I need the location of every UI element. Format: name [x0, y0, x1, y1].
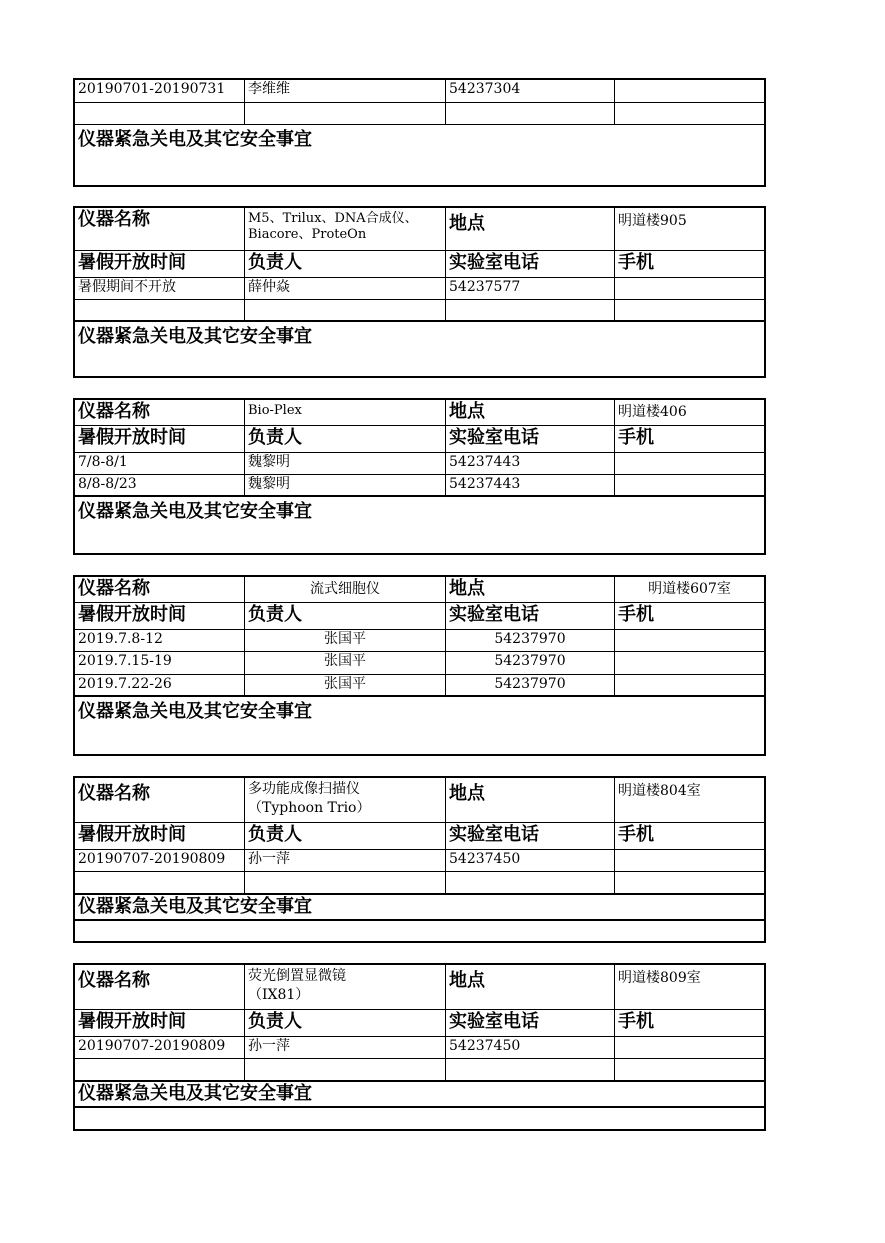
- mobile-label: 手机: [618, 604, 654, 625]
- person-cell: 孙一萍: [245, 850, 446, 871]
- phone-cell: 54237443: [446, 475, 615, 495]
- lab-phone-label: 实验室电话: [446, 1010, 615, 1036]
- summer-hours-label: 暑假开放时间: [75, 823, 245, 849]
- location-value: 明道楼809室: [618, 970, 701, 986]
- empty-cell: [245, 872, 446, 893]
- open-time-cell: 20190707-20190809: [75, 850, 245, 871]
- instrument-name-value: 流式细胞仪: [245, 577, 446, 602]
- person-cell: 张国平: [245, 675, 446, 695]
- mobile-cell: [615, 80, 764, 102]
- instrument-name-label: 仪器名称: [75, 778, 245, 822]
- instrument-name-label: 仪器名称: [75, 577, 245, 602]
- lab-phone-label: 实验室电话: [446, 603, 615, 629]
- summer-hours-label: 暑假开放时间: [75, 426, 245, 452]
- empty-cell: [615, 872, 764, 893]
- location-label: 地点: [446, 965, 615, 1009]
- mobile-cell: [615, 475, 764, 495]
- lab-phone-label: 实验室电话: [446, 426, 615, 452]
- phone-cell: 54237577: [446, 278, 615, 299]
- person-cell: 张国平: [245, 630, 446, 651]
- mobile-cell: [615, 453, 764, 474]
- lab-phone-label: 实验室电话: [446, 823, 615, 849]
- open-time-cell: 2019.7.8-12: [75, 630, 245, 651]
- location-label: 地点: [446, 400, 615, 425]
- person-cell: 孙一萍: [245, 1037, 446, 1058]
- safety-label: 仪器紧急关电及其它安全事宜: [78, 1083, 312, 1104]
- location-value: 明道楼905: [618, 213, 687, 229]
- schedule-block-continued: [73, 78, 766, 187]
- phone-cell: 54237450: [446, 850, 615, 871]
- location-value: 明道楼804室: [618, 783, 701, 799]
- open-time-cell: 7/8-8/1: [75, 453, 245, 474]
- instrument-block-bioplex: [73, 398, 766, 555]
- location-label: 地点: [446, 208, 615, 250]
- safety-notes-empty: [75, 1108, 764, 1129]
- mobile-label: 手机: [618, 824, 654, 845]
- safety-label: 仪器紧急关电及其它安全事宜: [78, 326, 312, 347]
- safety-notes-empty: [75, 921, 764, 941]
- person-cell: 张国平: [245, 652, 446, 674]
- summer-hours-label: 暑假开放时间: [75, 1010, 245, 1036]
- open-time-cell: 2019.7.22-26: [75, 675, 245, 695]
- instrument-name-label: 仪器名称: [75, 208, 245, 250]
- instrument-name-line2: （IX81）: [248, 987, 310, 1003]
- empty-cell: [245, 103, 446, 124]
- empty-cell: [446, 103, 615, 124]
- empty-cell: [75, 103, 245, 124]
- person-cell: 魏黎明: [245, 453, 446, 474]
- phone-cell: 54237970: [446, 675, 615, 695]
- empty-cell: [245, 300, 446, 320]
- open-time-cell: 2019.7.15-19: [75, 652, 245, 674]
- person-cell: 李维维: [245, 80, 446, 102]
- empty-cell: [75, 1059, 245, 1080]
- safety-label: 仪器紧急关电及其它安全事宜: [78, 896, 312, 917]
- empty-cell: [446, 1059, 615, 1080]
- instrument-name-line1: 荧光倒置显微镜: [248, 968, 346, 984]
- instrument-name-line2: （Typhoon Trio）: [248, 800, 371, 816]
- empty-cell: [615, 103, 764, 124]
- instrument-name-value: [245, 965, 446, 1009]
- instrument-name-value: Bio-Plex: [245, 400, 446, 425]
- empty-cell: [75, 872, 245, 893]
- summer-hours-label: 暑假开放时间: [75, 251, 245, 277]
- mobile-label: 手机: [618, 427, 654, 448]
- empty-cell: [615, 1059, 764, 1080]
- mobile-cell: [615, 1037, 764, 1058]
- open-time-cell: 8/8-8/23: [75, 475, 245, 495]
- instrument-block-typhoon: [73, 776, 766, 943]
- location-label: 地点: [446, 778, 615, 822]
- instrument-name-value: M5、Trilux、DNA合成仪、Biacore、ProteOn: [245, 208, 446, 250]
- person-cell: 魏黎明: [245, 475, 446, 495]
- summer-hours-label: 暑假开放时间: [75, 603, 245, 629]
- person-label: 负责人: [245, 823, 446, 849]
- instrument-block-m5: [73, 206, 766, 378]
- empty-cell: [446, 300, 615, 320]
- person-label: 负责人: [245, 1010, 446, 1036]
- person-label: 负责人: [245, 426, 446, 452]
- safety-label: 仪器紧急关电及其它安全事宜: [78, 129, 312, 150]
- phone-cell: 54237450: [446, 1037, 615, 1058]
- phone-cell: 54237970: [446, 630, 615, 651]
- instrument-name-value: [245, 778, 446, 822]
- safety-label: 仪器紧急关电及其它安全事宜: [78, 701, 312, 722]
- phone-cell: 54237304: [446, 80, 615, 102]
- empty-cell: [446, 872, 615, 893]
- mobile-label: 手机: [618, 1011, 654, 1032]
- location-value: 明道楼607室: [648, 581, 731, 597]
- mobile-label: 手机: [618, 252, 654, 273]
- instrument-block-flow-cytometer: [73, 575, 766, 756]
- instrument-name-line1: 多功能成像扫描仪: [248, 781, 360, 797]
- phone-cell: 54237443: [446, 453, 615, 474]
- instrument-name-label: 仪器名称: [75, 400, 245, 425]
- mobile-cell: [615, 850, 764, 871]
- mobile-cell: [615, 278, 764, 299]
- location-value: 明道楼406: [618, 404, 687, 420]
- mobile-cell: [615, 652, 764, 674]
- safety-label: 仪器紧急关电及其它安全事宜: [78, 501, 312, 522]
- mobile-cell: [615, 630, 764, 651]
- person-label: 负责人: [245, 251, 446, 277]
- person-cell: 薛仲焱: [245, 278, 446, 299]
- open-time-cell: 暑假期间不开放: [75, 278, 245, 299]
- phone-cell: 54237970: [446, 652, 615, 674]
- open-time-cell: 20190707-20190809: [75, 1037, 245, 1058]
- person-label: 负责人: [245, 603, 446, 629]
- open-time-cell: 20190701-20190731: [75, 80, 245, 102]
- lab-phone-label: 实验室电话: [446, 251, 615, 277]
- empty-cell: [75, 300, 245, 320]
- instrument-block-ix81: [73, 963, 766, 1131]
- instrument-name-label: 仪器名称: [75, 965, 245, 1009]
- mobile-cell: [615, 675, 764, 695]
- location-label: 地点: [446, 577, 615, 602]
- empty-cell: [615, 300, 764, 320]
- empty-cell: [245, 1059, 446, 1080]
